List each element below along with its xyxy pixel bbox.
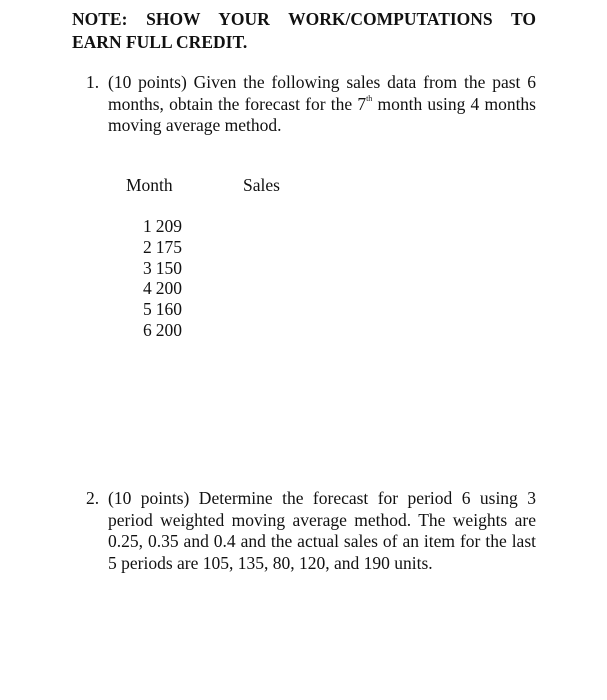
sales-column-header: Sales bbox=[243, 175, 280, 195]
sales-value: 200 bbox=[155, 319, 182, 340]
question-1-text bbox=[108, 72, 536, 137]
question-2 bbox=[86, 488, 536, 574]
table-row bbox=[143, 237, 182, 258]
table-row bbox=[143, 216, 182, 237]
month-value: 1 bbox=[143, 216, 152, 236]
month-column-header: Month bbox=[126, 175, 173, 195]
month-value: 6 bbox=[143, 319, 152, 340]
table-row bbox=[143, 258, 182, 279]
month-value: 4 bbox=[143, 278, 152, 299]
sales-value: 150 bbox=[155, 257, 182, 278]
note-line-2: EARN FULL CREDIT. bbox=[72, 32, 248, 52]
sales-value: 160 bbox=[155, 299, 182, 320]
question-1-text-before: (10 points) Given the following sales data from the past 6 months, obtain the forecast for the 7 bbox=[108, 72, 536, 114]
ordinal-suffix: th bbox=[366, 93, 373, 103]
sales-value: 200 bbox=[155, 278, 182, 299]
month-value: 2 bbox=[143, 236, 152, 257]
sales-data-list bbox=[143, 216, 182, 341]
question-1 bbox=[86, 72, 536, 137]
sales-value: 209 bbox=[155, 216, 182, 236]
note-line-1: NOTE: SHOW YOUR WORK/COMPUTATIONS TO bbox=[72, 9, 536, 29]
note-heading bbox=[72, 8, 536, 54]
table-row bbox=[143, 278, 182, 299]
month-value: 3 bbox=[143, 257, 152, 278]
question-2-number: 2. bbox=[86, 488, 100, 508]
month-value: 5 bbox=[143, 299, 152, 320]
question-2-text: (10 points) Determine the forecast for period 6 using 3 period weighted moving average method. The weights are 0.25, 0.35 and 0.4 and the actual sales of an item for the last 5 periods are 105, 135, 80, 120, and 190 units. bbox=[108, 488, 536, 573]
table-row bbox=[143, 320, 182, 341]
question-1-number: 1. bbox=[86, 72, 100, 92]
question-1-text-after: month using 4 months moving average method. bbox=[108, 93, 536, 135]
table-row bbox=[143, 299, 182, 320]
sales-value: 175 bbox=[155, 236, 182, 257]
